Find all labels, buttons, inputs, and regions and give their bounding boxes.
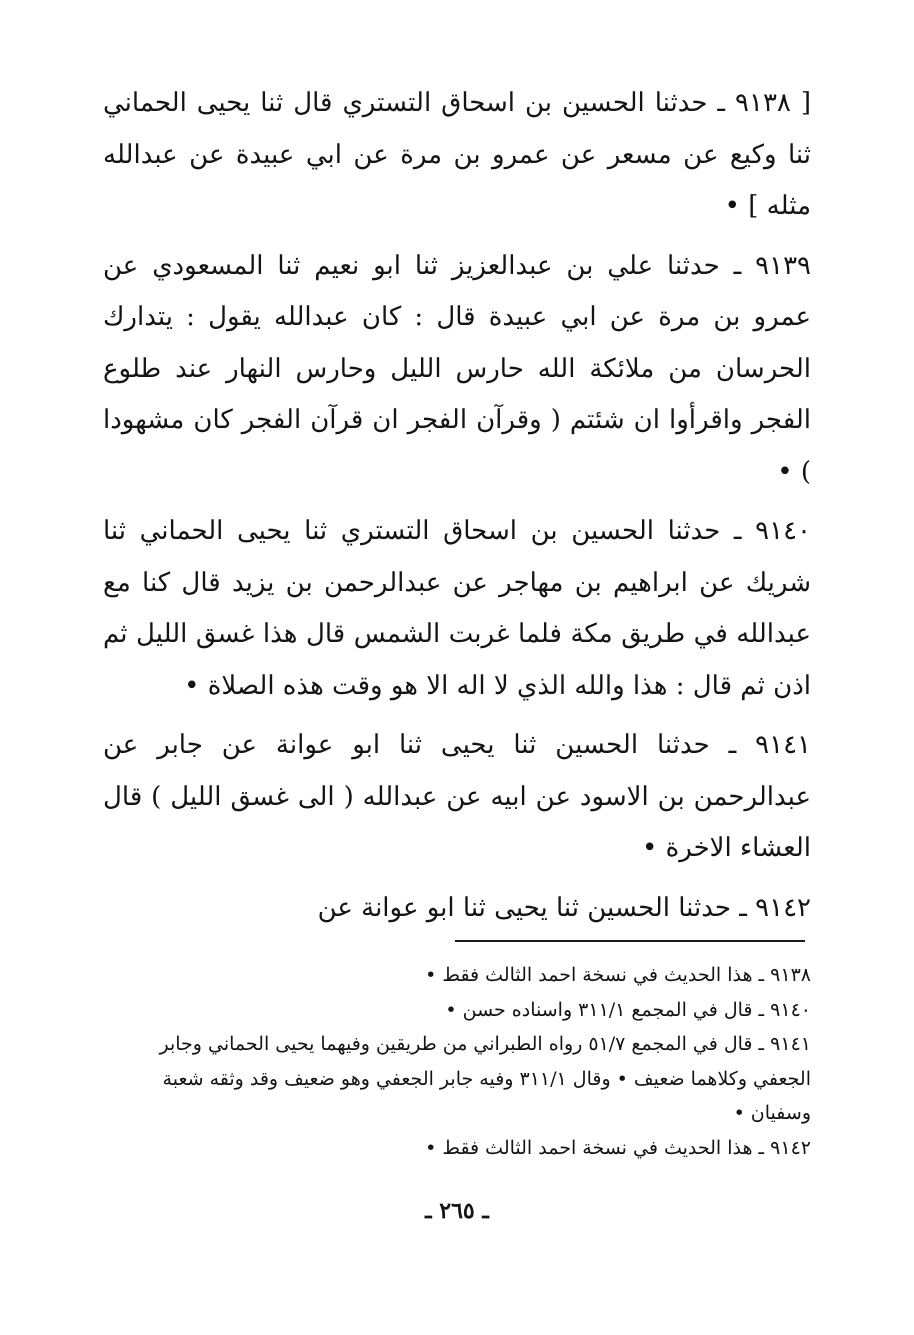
footnote-9138: ٩١٣٨ ـ هذا الحديث في نسخة احمد الثالث فقط •: [425, 964, 811, 986]
hadith-9142: ٩١٤٢ ـ حدثنا الحسين ثنا يحيى ثنا ابو عوانة عن: [317, 892, 811, 923]
hadith-9140: ٩١٤٠ ـ حدثنا الحسين بن اسحاق التستري ثنا يحيى الحماني ثنا شريك عن ابراهيم بن مهاجر عن عبدالرحمن بن يزيد قال كنا مع عبدالله في طريق مكة فلما غربت الشمس قال هذا غسق الليل ثم اذن ثم قال : هذا والله الذي لا اله الا هو وقت هذه الصلاة •: [103, 516, 811, 701]
main-text: [103, 78, 811, 942]
hadith-9138: [ ٩١٣٨ ـ حدثنا الحسين بن اسحاق التستري قال ثنا يحيى الحماني ثنا وكيع عن مسعر عن عمرو بن مرة عن ابي عبيدة عن عبدالله مثله ] •: [103, 88, 811, 221]
hadith-9141: ٩١٤١ ـ حدثنا الحسين ثنا يحيى ثنا ابو عوانة عن جابر عن عبدالرحمن بن الاسود عن ابيه عن عبدالله ( الى غسق الليل ) قال العشاء الاخرة •: [103, 730, 811, 863]
footnote-9141: ٩١٤١ ـ قال في المجمع ٥١/٧ رواه الطبراني من طريقين وفيهما يحيى الحماني وجابر الجعفي وكلاهما ضعيف • وقال ٣١١/١ وفيه جابر الجعفي وهو ضعيف وقد وثقه شعبة وسفيان •: [159, 1033, 811, 1124]
footnotes: [103, 958, 811, 1165]
footnote-9140: ٩١٤٠ ـ قال في المجمع ٣١١/١ واسناده حسن •: [445, 998, 811, 1021]
hadith-9139: ٩١٣٩ ـ حدثنا علي بن عبدالعزيز ثنا ابو نعيم ثنا المسعودي عن عمرو بن مرة عن ابي عبيدة قال : كان عبدالله يقول : يتدارك الحرسان من ملائكة الله حارس الليل وحارس النهار عند طلوع الفجر واقرأوا ان شئتم ( وقرآن الفجر ان قرآن الفجر كان مشهودا ) •: [103, 250, 811, 487]
page-number: ـ ٢٦٥ ـ: [425, 1198, 489, 1224]
footnote-9142: ٩١٤٢ ـ هذا الحديث في نسخة احمد الثالث فقط •: [425, 1136, 811, 1159]
footnote-divider: [455, 940, 805, 942]
